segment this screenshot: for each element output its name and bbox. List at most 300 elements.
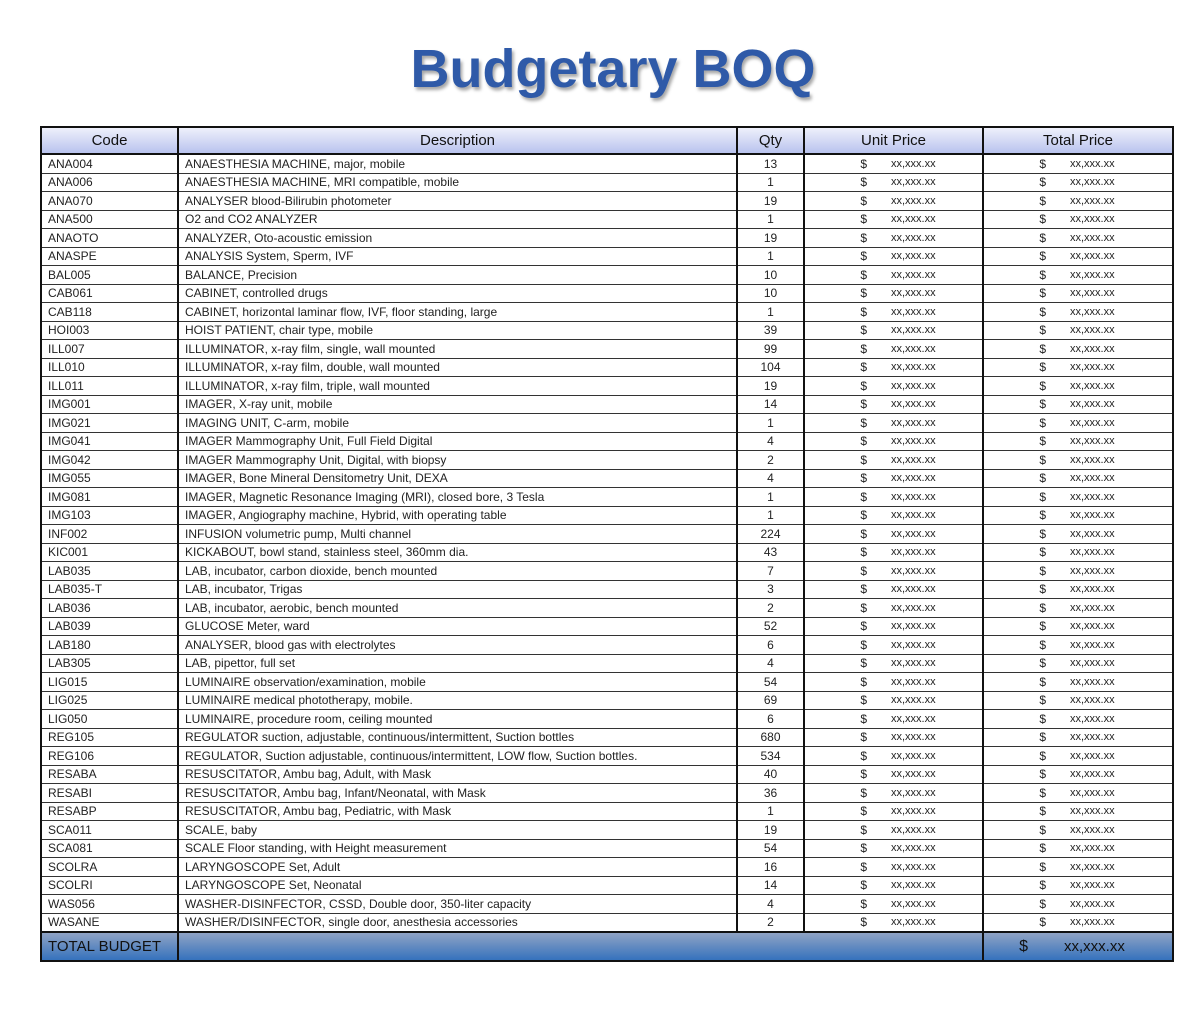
table-row [41, 876, 1173, 895]
header-total-price: Total Price [983, 127, 1173, 154]
table-row [41, 469, 1173, 488]
unit-price-cell [804, 340, 983, 359]
total-price-value: xx,xxx.xx [1070, 490, 1115, 503]
qty-cell: 69 [737, 691, 804, 710]
unit-price-cell [804, 765, 983, 784]
currency-symbol: $ [860, 785, 867, 800]
currency-symbol: $ [860, 822, 867, 837]
code-cell: ANA500 [41, 210, 178, 229]
total-price-value: xx,xxx.xx [1070, 398, 1115, 411]
total-price-value: xx,xxx.xx [1070, 601, 1115, 614]
code-cell: IMG103 [41, 506, 178, 525]
currency-symbol: $ [1039, 785, 1046, 800]
table-row [41, 395, 1173, 414]
description-cell: LAB, incubator, aerobic, bench mounted [178, 599, 737, 618]
currency-symbol: $ [860, 193, 867, 208]
unit-price-cell [804, 321, 983, 340]
unit-price-value: xx,xxx.xx [891, 379, 936, 392]
code-cell: ANA006 [41, 173, 178, 192]
unit-price-value: xx,xxx.xx [891, 805, 936, 818]
table-row [41, 247, 1173, 266]
total-price-cell [983, 284, 1173, 303]
description-cell: WASHER/DISINFECTOR, single door, anesthesia accessories [178, 913, 737, 932]
unit-price-cell [804, 839, 983, 858]
unit-price-value: xx,xxx.xx [891, 879, 936, 892]
currency-symbol: $ [860, 415, 867, 430]
total-price-cell [983, 858, 1173, 877]
description-cell: ILLUMINATOR, x-ray film, triple, wall mounted [178, 377, 737, 396]
currency-symbol: $ [860, 397, 867, 412]
table-row [41, 266, 1173, 285]
header-code: Code [41, 127, 178, 154]
header-unit-price: Unit Price [804, 127, 983, 154]
total-label: TOTAL BUDGET [41, 932, 178, 961]
total-price-value: xx,xxx.xx [1070, 157, 1115, 170]
table-row [41, 673, 1173, 692]
unit-price-value: xx,xxx.xx [891, 453, 936, 466]
currency-symbol: $ [1039, 434, 1046, 449]
unit-price-value: xx,xxx.xx [891, 601, 936, 614]
code-cell: RESABP [41, 802, 178, 821]
total-price-value: xx,xxx.xx [1070, 472, 1115, 485]
unit-price-value: xx,xxx.xx [891, 657, 936, 670]
currency-symbol: $ [1039, 915, 1046, 930]
qty-cell: 2 [737, 913, 804, 932]
currency-symbol: $ [860, 249, 867, 264]
description-cell: LARYNGOSCOPE Set, Neonatal [178, 876, 737, 895]
description-cell: LUMINAIRE observation/examination, mobile [178, 673, 737, 692]
total-price-value: xx,xxx.xx [1070, 675, 1115, 688]
unit-price-value: xx,xxx.xx [891, 157, 936, 170]
currency-symbol: $ [860, 804, 867, 819]
unit-price-value: xx,xxx.xx [891, 231, 936, 244]
unit-price-cell [804, 876, 983, 895]
table-row [41, 691, 1173, 710]
qty-cell: 10 [737, 284, 804, 303]
total-price-value: xx,xxx.xx [1070, 879, 1115, 892]
total-price-value: xx,xxx.xx [1070, 268, 1115, 281]
qty-cell: 2 [737, 599, 804, 618]
description-cell: INFUSION volumetric pump, Multi channel [178, 525, 737, 544]
description-cell: CABINET, controlled drugs [178, 284, 737, 303]
total-price-value: xx,xxx.xx [1070, 583, 1115, 596]
table-row [41, 858, 1173, 877]
total-price-value: xx,xxx.xx [1070, 546, 1115, 559]
unit-price-cell [804, 673, 983, 692]
description-cell: ANALYSER blood-Bilirubin photometer [178, 192, 737, 211]
code-cell: HOI003 [41, 321, 178, 340]
table-body [41, 154, 1173, 932]
qty-cell: 19 [737, 377, 804, 396]
currency-symbol: $ [1039, 656, 1046, 671]
total-value-cell [983, 932, 1173, 961]
code-cell: LIG015 [41, 673, 178, 692]
currency-symbol: $ [1039, 397, 1046, 412]
total-price-cell [983, 747, 1173, 766]
currency-symbol: $ [860, 563, 867, 578]
table-row [41, 451, 1173, 470]
header-qty: Qty [737, 127, 804, 154]
code-cell: CAB061 [41, 284, 178, 303]
unit-price-value: xx,xxx.xx [891, 768, 936, 781]
currency-symbol: $ [860, 508, 867, 523]
unit-price-value: xx,xxx.xx [891, 213, 936, 226]
qty-cell: 534 [737, 747, 804, 766]
unit-price-value: xx,xxx.xx [891, 324, 936, 337]
total-price-cell [983, 488, 1173, 507]
unit-price-value: xx,xxx.xx [891, 675, 936, 688]
qty-cell: 6 [737, 636, 804, 655]
total-price-value: xx,xxx.xx [1070, 324, 1115, 337]
total-price-value: xx,xxx.xx [1070, 435, 1115, 448]
description-cell: IMAGER, Bone Mineral Densitometry Unit, DEXA [178, 469, 737, 488]
currency-symbol: $ [1039, 267, 1046, 282]
description-cell: IMAGER, Angiography machine, Hybrid, with operating table [178, 506, 737, 525]
qty-cell: 16 [737, 858, 804, 877]
table-row [41, 377, 1173, 396]
unit-price-cell [804, 802, 983, 821]
currency-symbol: $ [860, 489, 867, 504]
total-price-cell [983, 210, 1173, 229]
qty-cell: 1 [737, 506, 804, 525]
currency-symbol: $ [1039, 563, 1046, 578]
description-cell: IMAGER, Magnetic Resonance Imaging (MRI), closed bore, 3 Tesla [178, 488, 737, 507]
unit-price-cell [804, 432, 983, 451]
description-cell: GLUCOSE Meter, ward [178, 617, 737, 636]
unit-price-cell [804, 580, 983, 599]
total-price-value: xx,xxx.xx [1070, 638, 1115, 651]
total-price-cell [983, 895, 1173, 914]
qty-cell: 39 [737, 321, 804, 340]
currency-symbol: $ [1039, 582, 1046, 597]
currency-symbol: $ [1039, 212, 1046, 227]
total-price-cell [983, 414, 1173, 433]
total-price-cell [983, 710, 1173, 729]
unit-price-value: xx,xxx.xx [891, 509, 936, 522]
unit-price-value: xx,xxx.xx [891, 749, 936, 762]
unit-price-value: xx,xxx.xx [891, 546, 936, 559]
table-row [41, 229, 1173, 248]
table-row [41, 303, 1173, 322]
code-cell: REG105 [41, 728, 178, 747]
unit-price-value: xx,xxx.xx [891, 712, 936, 725]
code-cell: LAB035-T [41, 580, 178, 599]
currency-symbol: $ [860, 730, 867, 745]
unit-price-cell [804, 414, 983, 433]
currency-symbol: $ [860, 526, 867, 541]
unit-price-cell [804, 173, 983, 192]
unit-price-value: xx,xxx.xx [891, 194, 936, 207]
currency-symbol: $ [1039, 360, 1046, 375]
total-price-value: xx,xxx.xx [1070, 453, 1115, 466]
description-cell: BALANCE, Precision [178, 266, 737, 285]
currency-symbol: $ [1039, 341, 1046, 356]
total-price-value: xx,xxx.xx [1070, 805, 1115, 818]
total-price-value: xx,xxx.xx [1070, 916, 1115, 929]
total-price-cell [983, 154, 1173, 173]
total-price-cell [983, 617, 1173, 636]
qty-cell: 224 [737, 525, 804, 544]
table-row [41, 821, 1173, 840]
total-price-cell [983, 821, 1173, 840]
description-cell: ANAESTHESIA MACHINE, major, mobile [178, 154, 737, 173]
currency-symbol: $ [1039, 804, 1046, 819]
table-row [41, 636, 1173, 655]
code-cell: IMG055 [41, 469, 178, 488]
currency-symbol: $ [860, 619, 867, 634]
total-price-value: xx,xxx.xx [1070, 860, 1115, 873]
qty-cell: 4 [737, 469, 804, 488]
unit-price-cell [804, 636, 983, 655]
currency-symbol: $ [1039, 489, 1046, 504]
qty-cell: 13 [737, 154, 804, 173]
unit-price-value: xx,xxx.xx [891, 620, 936, 633]
currency-symbol: $ [860, 378, 867, 393]
total-price-value: xx,xxx.xx [1070, 379, 1115, 392]
unit-price-value: xx,xxx.xx [891, 250, 936, 263]
currency-symbol: $ [1039, 378, 1046, 393]
qty-cell: 54 [737, 673, 804, 692]
currency-symbol: $ [860, 304, 867, 319]
description-cell: SCALE Floor standing, with Height measurement [178, 839, 737, 858]
unit-price-cell [804, 747, 983, 766]
table-row [41, 488, 1173, 507]
header-description: Description [178, 127, 737, 154]
total-price-value: xx,xxx.xx [1070, 342, 1115, 355]
currency-symbol: $ [1039, 878, 1046, 893]
currency-symbol: $ [860, 471, 867, 486]
total-spacer [178, 932, 983, 961]
total-price-cell [983, 525, 1173, 544]
unit-price-value: xx,xxx.xx [891, 694, 936, 707]
table-row [41, 617, 1173, 636]
code-cell: IMG021 [41, 414, 178, 433]
qty-cell: 4 [737, 432, 804, 451]
boq-table [40, 126, 1174, 962]
code-cell: WAS056 [41, 895, 178, 914]
currency-symbol: $ [1039, 674, 1046, 689]
unit-price-value: xx,xxx.xx [891, 268, 936, 281]
currency-symbol: $ [1039, 545, 1046, 560]
qty-cell: 1 [737, 802, 804, 821]
table-row [41, 506, 1173, 525]
qty-cell: 680 [737, 728, 804, 747]
description-cell: WASHER-DISINFECTOR, CSSD, Double door, 350-liter capacity [178, 895, 737, 914]
currency-symbol: $ [860, 711, 867, 726]
qty-cell: 52 [737, 617, 804, 636]
description-cell: ILLUMINATOR, x-ray film, single, wall mounted [178, 340, 737, 359]
unit-price-value: xx,xxx.xx [891, 342, 936, 355]
unit-price-value: xx,xxx.xx [891, 842, 936, 855]
table-row [41, 747, 1173, 766]
total-price-cell [983, 303, 1173, 322]
currency-symbol: $ [1039, 693, 1046, 708]
description-cell: ILLUMINATOR, x-ray film, double, wall mounted [178, 358, 737, 377]
code-cell: CAB118 [41, 303, 178, 322]
code-cell: ANASPE [41, 247, 178, 266]
description-cell: IMAGING UNIT, C-arm, mobile [178, 414, 737, 433]
unit-price-value: xx,xxx.xx [891, 564, 936, 577]
code-cell: REG106 [41, 747, 178, 766]
total-price-value: xx,xxx.xx [1070, 620, 1115, 633]
total-price-value: xx,xxx.xx [1070, 786, 1115, 799]
currency-symbol: $ [1039, 730, 1046, 745]
currency-symbol: $ [1039, 526, 1046, 541]
currency-symbol: $ [860, 656, 867, 671]
total-price-value: xx,xxx.xx [1070, 823, 1115, 836]
unit-price-value: xx,xxx.xx [891, 416, 936, 429]
total-price-cell [983, 599, 1173, 618]
currency-symbol: $ [860, 841, 867, 856]
description-cell: ANALYZER, Oto-acoustic emission [178, 229, 737, 248]
total-price-cell [983, 321, 1173, 340]
currency-symbol: $ [860, 582, 867, 597]
currency-symbol: $ [1039, 156, 1046, 171]
unit-price-cell [804, 469, 983, 488]
total-price-value: xx,xxx.xx [1070, 361, 1115, 374]
header-row [41, 127, 1173, 154]
total-price-value: xx,xxx.xx [1070, 564, 1115, 577]
unit-price-cell [804, 358, 983, 377]
table-row [41, 432, 1173, 451]
unit-price-cell [804, 192, 983, 211]
currency-symbol: $ [860, 878, 867, 893]
description-cell: IMAGER Mammography Unit, Full Field Digital [178, 432, 737, 451]
total-price-cell [983, 469, 1173, 488]
currency-symbol: $ [1039, 711, 1046, 726]
code-cell: INF002 [41, 525, 178, 544]
unit-price-value: xx,xxx.xx [891, 583, 936, 596]
code-cell: SCOLRA [41, 858, 178, 877]
total-price-value: xx,xxx.xx [1070, 657, 1115, 670]
table-row [41, 839, 1173, 858]
currency-symbol: $ [1039, 767, 1046, 782]
currency-symbol: $ [1039, 471, 1046, 486]
total-price-cell [983, 432, 1173, 451]
code-cell: IMG001 [41, 395, 178, 414]
code-cell: ANA004 [41, 154, 178, 173]
total-price-value: xx,xxx.xx [1070, 509, 1115, 522]
table-row [41, 525, 1173, 544]
total-price-value: xx,xxx.xx [1070, 897, 1115, 910]
currency-symbol: $ [1039, 619, 1046, 634]
qty-cell: 14 [737, 395, 804, 414]
currency-symbol: $ [1039, 508, 1046, 523]
description-cell: ANAESTHESIA MACHINE, MRI compatible, mobile [178, 173, 737, 192]
table-row [41, 414, 1173, 433]
currency-symbol: $ [860, 896, 867, 911]
total-price-cell [983, 173, 1173, 192]
currency-symbol: $ [860, 323, 867, 338]
currency-symbol: $ [1039, 452, 1046, 467]
qty-cell: 7 [737, 562, 804, 581]
table-row [41, 913, 1173, 932]
currency-symbol: $ [1039, 600, 1046, 615]
code-cell: WASANE [41, 913, 178, 932]
unit-price-cell [804, 488, 983, 507]
currency-symbol: $ [860, 230, 867, 245]
currency-symbol: $ [860, 915, 867, 930]
total-price-cell [983, 506, 1173, 525]
total-price-cell [983, 673, 1173, 692]
qty-cell: 4 [737, 895, 804, 914]
table-row [41, 654, 1173, 673]
currency-symbol: $ [860, 600, 867, 615]
currency-symbol: $ [860, 175, 867, 190]
unit-price-cell [804, 229, 983, 248]
description-cell: RESUSCITATOR, Ambu bag, Adult, with Mask [178, 765, 737, 784]
code-cell: IMG041 [41, 432, 178, 451]
unit-price-cell [804, 451, 983, 470]
total-price-value: xx,xxx.xx [1070, 694, 1115, 707]
unit-price-value: xx,xxx.xx [891, 361, 936, 374]
qty-cell: 6 [737, 710, 804, 729]
table-row [41, 802, 1173, 821]
currency-symbol: $ [1039, 748, 1046, 763]
code-cell: LAB036 [41, 599, 178, 618]
currency-symbol: $ [1039, 822, 1046, 837]
unit-price-cell [804, 377, 983, 396]
qty-cell: 19 [737, 229, 804, 248]
currency-symbol: $ [860, 286, 867, 301]
unit-price-value: xx,xxx.xx [891, 638, 936, 651]
currency-symbol: $ [860, 545, 867, 560]
description-cell: LARYNGOSCOPE Set, Adult [178, 858, 737, 877]
total-price-value: xx,xxx.xx [1070, 712, 1115, 725]
unit-price-cell [804, 543, 983, 562]
total-price-value: xx,xxx.xx [1070, 749, 1115, 762]
description-cell: RESUSCITATOR, Ambu bag, Pediatric, with Mask [178, 802, 737, 821]
total-price-cell [983, 580, 1173, 599]
table-row [41, 321, 1173, 340]
currency-symbol: $ [1039, 637, 1046, 652]
code-cell: SCA081 [41, 839, 178, 858]
unit-price-value: xx,xxx.xx [891, 916, 936, 929]
unit-price-cell [804, 895, 983, 914]
unit-price-cell [804, 247, 983, 266]
total-price-value: xx,xxx.xx [1070, 250, 1115, 263]
qty-cell: 1 [737, 303, 804, 322]
currency-symbol: $ [860, 693, 867, 708]
total-price-value: xx,xxx.xx [1070, 842, 1115, 855]
code-cell: ILL011 [41, 377, 178, 396]
table-row [41, 710, 1173, 729]
code-cell: ANA070 [41, 192, 178, 211]
currency-symbol: $ [860, 748, 867, 763]
qty-cell: 1 [737, 414, 804, 433]
total-price-cell [983, 691, 1173, 710]
description-cell: REGULATOR suction, adjustable, continuous/intermittent, Suction bottles [178, 728, 737, 747]
total-price-cell [983, 728, 1173, 747]
total-price-cell [983, 562, 1173, 581]
unit-price-cell [804, 913, 983, 932]
unit-price-value: xx,xxx.xx [891, 398, 936, 411]
total-price-cell [983, 654, 1173, 673]
total-price-cell [983, 229, 1173, 248]
currency-symbol: $ [1039, 193, 1046, 208]
code-cell: LIG025 [41, 691, 178, 710]
qty-cell: 14 [737, 876, 804, 895]
code-cell: ILL010 [41, 358, 178, 377]
description-cell: LUMINAIRE, procedure room, ceiling mounted [178, 710, 737, 729]
table-row [41, 580, 1173, 599]
table-row [41, 599, 1173, 618]
code-cell: SCA011 [41, 821, 178, 840]
unit-price-cell [804, 821, 983, 840]
currency-symbol: $ [1039, 323, 1046, 338]
unit-price-value: xx,xxx.xx [891, 786, 936, 799]
unit-price-value: xx,xxx.xx [891, 823, 936, 836]
